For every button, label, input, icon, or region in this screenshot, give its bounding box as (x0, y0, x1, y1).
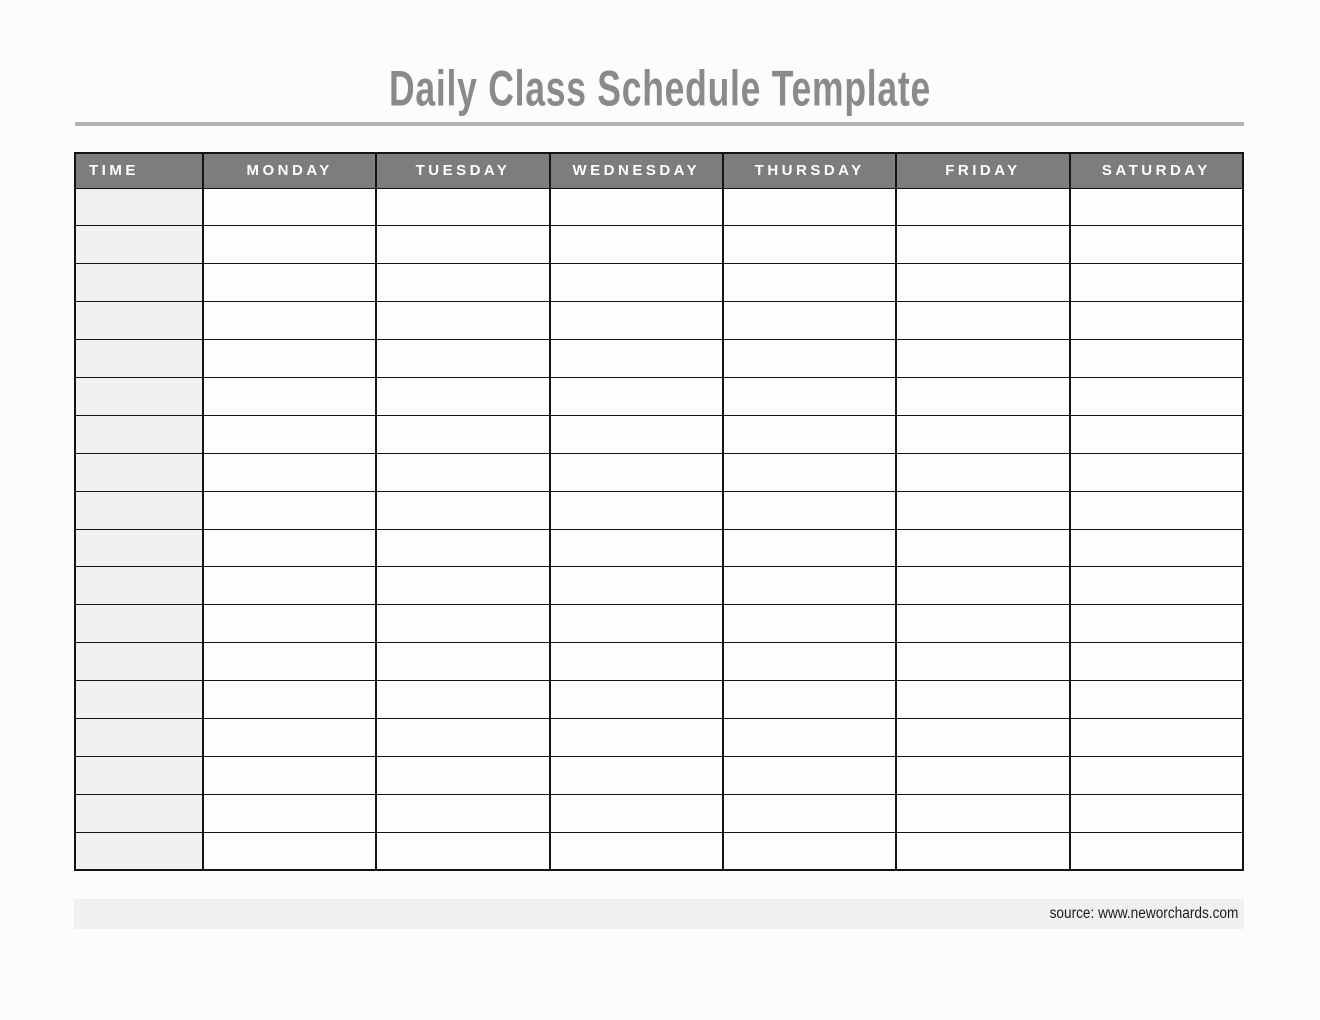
schedule-cell (550, 491, 723, 529)
table-row (75, 226, 1243, 264)
schedule-cell (1070, 832, 1243, 870)
schedule-cell (723, 226, 896, 264)
table-row (75, 302, 1243, 340)
time-cell (75, 453, 203, 491)
time-cell (75, 415, 203, 453)
schedule-cell (723, 643, 896, 681)
schedule-cell (376, 529, 549, 567)
schedule-cell (376, 756, 549, 794)
schedule-cell (203, 188, 376, 226)
page-title: Daily Class Schedule Template (389, 61, 931, 118)
schedule-cell (550, 681, 723, 719)
time-cell (75, 756, 203, 794)
schedule-cell (723, 302, 896, 340)
schedule-cell (550, 605, 723, 643)
schedule-cell (203, 529, 376, 567)
schedule-cell (723, 340, 896, 378)
schedule-cell (723, 567, 896, 605)
column-header-tuesday: TUESDAY (376, 153, 549, 188)
table-row (75, 415, 1243, 453)
schedule-cell (1070, 340, 1243, 378)
schedule-cell (1070, 529, 1243, 567)
schedule-cell (203, 832, 376, 870)
schedule-cell (376, 794, 549, 832)
schedule-cell (896, 643, 1069, 681)
schedule-cell (1070, 718, 1243, 756)
table-row (75, 605, 1243, 643)
schedule-cell (376, 832, 549, 870)
schedule-cell (376, 643, 549, 681)
header-row (75, 153, 1243, 188)
schedule-cell (203, 226, 376, 264)
schedule-cell (376, 453, 549, 491)
schedule-cell (203, 302, 376, 340)
schedule-cell (550, 302, 723, 340)
schedule-cell (1070, 415, 1243, 453)
schedule-cell (723, 415, 896, 453)
schedule-cell (376, 605, 549, 643)
schedule-cell (1070, 756, 1243, 794)
schedule-cell (550, 794, 723, 832)
schedule-cell (723, 453, 896, 491)
table-row (75, 567, 1243, 605)
time-cell (75, 264, 203, 302)
schedule-cell (1070, 264, 1243, 302)
schedule-cell (376, 302, 549, 340)
table-row (75, 453, 1243, 491)
column-header-monday: MONDAY (203, 153, 376, 188)
table-row (75, 794, 1243, 832)
schedule-cell (203, 756, 376, 794)
time-cell (75, 302, 203, 340)
schedule-cell (723, 377, 896, 415)
schedule-cell (203, 340, 376, 378)
schedule-cell (376, 340, 549, 378)
schedule-cell (203, 264, 376, 302)
schedule-cell (550, 415, 723, 453)
schedule-cell (1070, 453, 1243, 491)
schedule-cell (550, 377, 723, 415)
footer-strip (74, 899, 1244, 929)
schedule-cell (723, 188, 896, 226)
schedule-cell (203, 453, 376, 491)
schedule-cell (723, 681, 896, 719)
schedule-cell (1070, 681, 1243, 719)
schedule-cell (1070, 643, 1243, 681)
schedule-cell (896, 340, 1069, 378)
schedule-cell (896, 188, 1069, 226)
schedule-cell (203, 377, 376, 415)
schedule-cell (376, 567, 549, 605)
schedule-cell (203, 794, 376, 832)
schedule-cell (376, 188, 549, 226)
schedule-cell (203, 567, 376, 605)
schedule-cell (723, 756, 896, 794)
table-row (75, 832, 1243, 870)
table-row (75, 718, 1243, 756)
schedule-cell (550, 756, 723, 794)
schedule-cell (723, 264, 896, 302)
time-cell (75, 832, 203, 870)
schedule-cell (896, 832, 1069, 870)
schedule-cell (550, 643, 723, 681)
schedule-cell (203, 643, 376, 681)
time-cell (75, 377, 203, 415)
schedule-cell (896, 529, 1069, 567)
schedule-cell (550, 340, 723, 378)
schedule-cell (896, 453, 1069, 491)
schedule-cell (1070, 302, 1243, 340)
schedule-cell (1070, 794, 1243, 832)
table-row (75, 643, 1243, 681)
time-cell (75, 718, 203, 756)
schedule-cell (376, 264, 549, 302)
schedule-cell (1070, 491, 1243, 529)
column-header-saturday: SATURDAY (1070, 153, 1243, 188)
table-row (75, 340, 1243, 378)
schedule-cell (203, 718, 376, 756)
time-cell (75, 643, 203, 681)
schedule-table (74, 152, 1244, 871)
schedule-cell (896, 491, 1069, 529)
time-cell (75, 226, 203, 264)
schedule-cell (1070, 377, 1243, 415)
schedule-table-body (75, 188, 1243, 870)
schedule-cell (376, 718, 549, 756)
time-cell (75, 491, 203, 529)
schedule-cell (723, 605, 896, 643)
table-row (75, 264, 1243, 302)
schedule-table-header (75, 153, 1243, 188)
schedule-cell (896, 302, 1069, 340)
schedule-cell (550, 529, 723, 567)
time-cell (75, 188, 203, 226)
schedule-cell (1070, 605, 1243, 643)
schedule-cell (896, 605, 1069, 643)
schedule-cell (896, 415, 1069, 453)
column-header-time: TIME (75, 153, 203, 188)
schedule-cell (376, 491, 549, 529)
schedule-cell (896, 377, 1069, 415)
schedule-cell (376, 415, 549, 453)
schedule-cell (723, 832, 896, 870)
schedule-cell (550, 718, 723, 756)
column-header-friday: FRIDAY (896, 153, 1069, 188)
schedule-cell (896, 681, 1069, 719)
table-row (75, 377, 1243, 415)
schedule-cell (203, 681, 376, 719)
schedule-cell (896, 567, 1069, 605)
time-cell (75, 567, 203, 605)
schedule-cell (1070, 567, 1243, 605)
schedule-cell (203, 491, 376, 529)
schedule-cell (550, 188, 723, 226)
title-divider (75, 122, 1244, 126)
schedule-cell (1070, 226, 1243, 264)
table-row (75, 188, 1243, 226)
schedule-cell (550, 832, 723, 870)
schedule-cell (896, 794, 1069, 832)
schedule-cell (723, 718, 896, 756)
table-row (75, 491, 1243, 529)
column-header-wednesday: WEDNESDAY (550, 153, 723, 188)
time-cell (75, 681, 203, 719)
schedule-cell (723, 529, 896, 567)
schedule-cell (723, 491, 896, 529)
schedule-cell (550, 264, 723, 302)
schedule-cell (1070, 188, 1243, 226)
schedule-cell (203, 415, 376, 453)
time-cell (75, 529, 203, 567)
schedule-cell (203, 605, 376, 643)
table-row (75, 529, 1243, 567)
schedule-cell (896, 756, 1069, 794)
schedule-cell (896, 264, 1069, 302)
time-cell (75, 605, 203, 643)
schedule-cell (550, 453, 723, 491)
table-row (75, 756, 1243, 794)
source-credit: source: www.neworchards.com (1049, 905, 1238, 922)
schedule-cell (896, 226, 1069, 264)
schedule-cell (550, 567, 723, 605)
time-cell (75, 340, 203, 378)
schedule-cell (896, 718, 1069, 756)
time-cell (75, 794, 203, 832)
schedule-cell (376, 377, 549, 415)
schedule-cell (376, 681, 549, 719)
column-header-thursday: THURSDAY (723, 153, 896, 188)
table-row (75, 681, 1243, 719)
schedule-cell (376, 226, 549, 264)
schedule-cell (723, 794, 896, 832)
schedule-cell (550, 226, 723, 264)
